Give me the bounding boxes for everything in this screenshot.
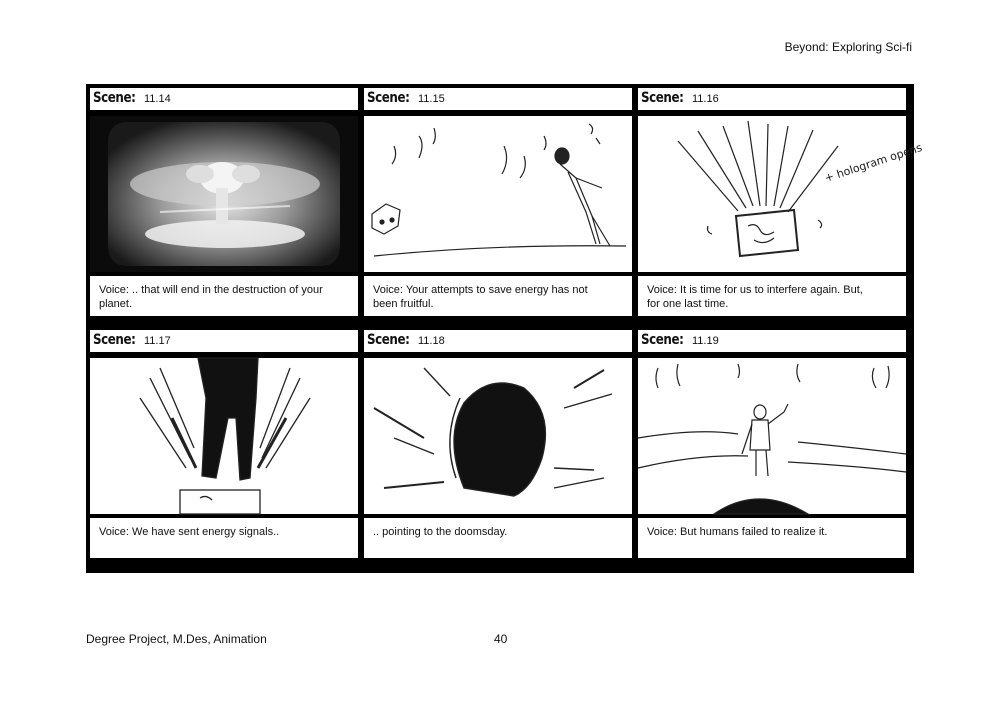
sketch-frame-nuclear-explosion	[90, 116, 358, 272]
scene-header	[90, 330, 358, 352]
sketch-frame-waving-man	[638, 358, 906, 514]
voice-caption-box	[364, 276, 632, 316]
scene-label: Scene:	[93, 332, 136, 348]
scene-label: Scene:	[641, 90, 684, 106]
document-header-title: Beyond: Exploring Sci-fi	[784, 40, 912, 54]
scene-header	[364, 88, 632, 110]
sketch-frame-man-and-cube	[364, 116, 632, 272]
voice-caption: Voice: .. that will end in the destruction of your planet.	[99, 284, 323, 310]
scene-label: Scene:	[641, 332, 684, 348]
voice-caption: Voice: But humans failed to realize it.	[647, 526, 828, 538]
storyboard-grid	[86, 84, 924, 573]
scene-number: 11.15	[418, 93, 445, 105]
scene-label: Scene:	[93, 90, 136, 106]
voice-caption-box	[90, 276, 358, 316]
voice-caption: Voice: Your attempts to save energy has not been fruitful.	[373, 284, 588, 310]
scene-label: Scene:	[367, 332, 410, 348]
voice-caption-box	[638, 276, 906, 316]
sketch-frame-legs-on-box	[90, 358, 358, 514]
voice-caption-box	[638, 518, 906, 558]
scene-number: 11.14	[144, 93, 171, 105]
scene-number: 11.18	[418, 335, 445, 347]
voice-caption-box	[90, 518, 358, 558]
voice-caption-box	[364, 518, 632, 558]
page-number: 40	[494, 632, 508, 646]
document-footer-credit: Degree Project, M.Des, Animation	[86, 632, 267, 646]
voice-caption: .. pointing to the doomsday.	[373, 526, 508, 538]
scene-number: 11.19	[692, 335, 719, 347]
scene-label: Scene:	[367, 90, 410, 106]
voice-caption: Voice: It is time for us to interfere again. But, for one last time.	[647, 284, 863, 310]
voice-caption: Voice: We have sent energy signals..	[99, 526, 280, 538]
scene-header	[638, 330, 906, 352]
scene-header	[364, 330, 632, 352]
scene-number: 11.17	[144, 335, 171, 347]
scene-header	[90, 88, 358, 110]
sketch-frame-dark-orb	[364, 358, 632, 514]
hologram-annotation: + hologram opens	[822, 141, 924, 185]
scene-number: 11.16	[692, 93, 719, 105]
scene-header	[638, 88, 906, 110]
sketch-frame-hologram-opens	[638, 116, 924, 272]
